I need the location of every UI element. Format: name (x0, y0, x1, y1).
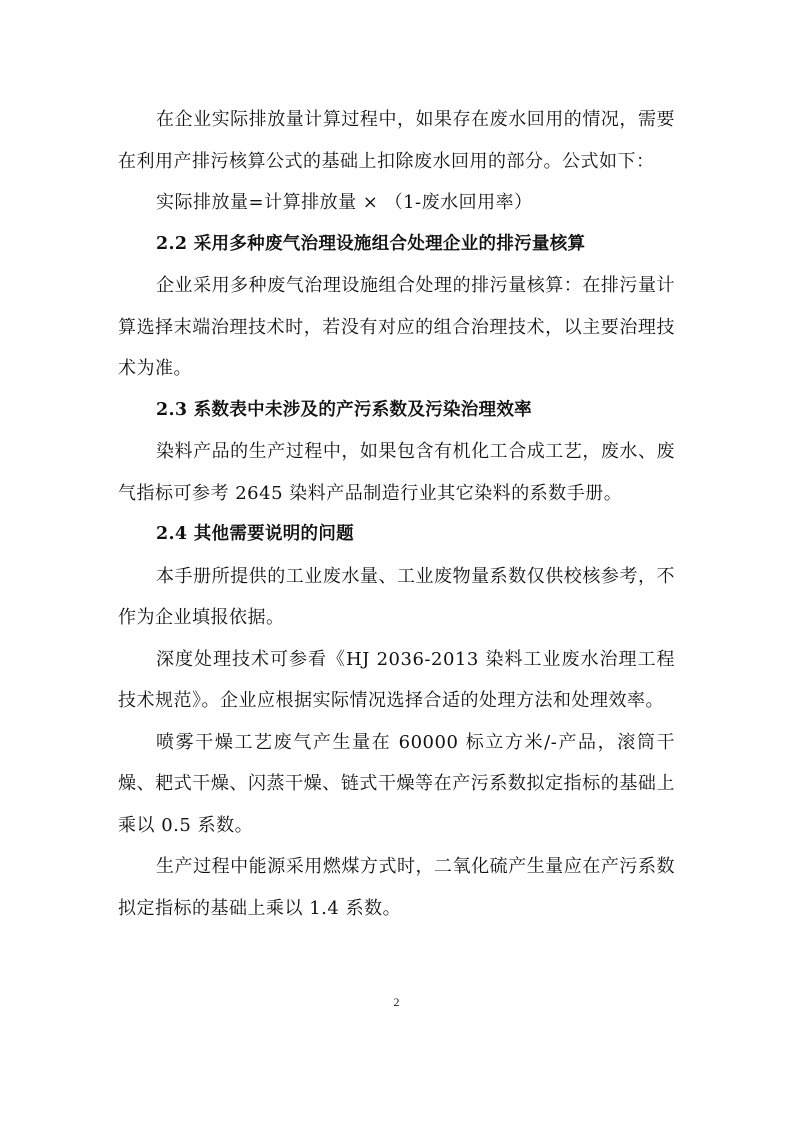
paragraph-spray-drying: 喷雾干燥工艺废气产生量在 60000 标立方米/-产品，滚筒干燥、耙式干燥、闪蒸干燥、链式干燥等在产污系数拟定指标的基础上乘以 0.5 系数。 (118, 731, 675, 836)
section-heading-2-3: 2.3 系数表中未涉及的产污系数及污染治理效率 (156, 399, 532, 420)
paragraph-wastewater-reuse: 在企业实际排放量计算过程中，如果存在废水回用的情况，需要在利用产排污核算公式的基础上扣除废水回用的部分。公式如下： (118, 109, 675, 172)
section-heading-2-4: 2.4 其他需要说明的问题 (156, 524, 354, 544)
paragraph-coal-combustion: 生产过程中能源采用燃煤方式时，二氧化硫产生量应在产污系数拟定指标的基础上乘以 1.4 系数。 (118, 856, 675, 919)
paragraph-advanced-treatment: 深度处理技术可参看《HJ 2036-2013 染料工业废水治理工程技术规范》。企业应根据实际情况选择合适的处理方法和处理效率。 (118, 648, 675, 711)
section-heading-2-2: 2.2 采用多种废气治理设施组合处理企业的排污量核算 (156, 233, 586, 254)
paragraph-reference-only: 本手册所提供的工业废水量、工业废物量系数仅供校核参考，不作为企业填报依据。 (118, 565, 675, 628)
page-number: 2 (393, 995, 400, 1009)
paragraph-dye-synthesis: 染料产品的生产过程中，如果包含有机化工合成工艺，废水、废气指标可参考 2645 染料产品制造行业其它染料的系数手册。 (118, 441, 675, 504)
paragraph-combined-treatment: 企业采用多种废气治理设施组合处理的排污量核算：在排污量计算选择末端治理技术时，若没有对应的组合治理技术，以主要治理技术为准。 (118, 275, 675, 379)
formula-actual-emission: 实际排放量=计算排放量 × （1-废水回用率） (156, 192, 533, 213)
